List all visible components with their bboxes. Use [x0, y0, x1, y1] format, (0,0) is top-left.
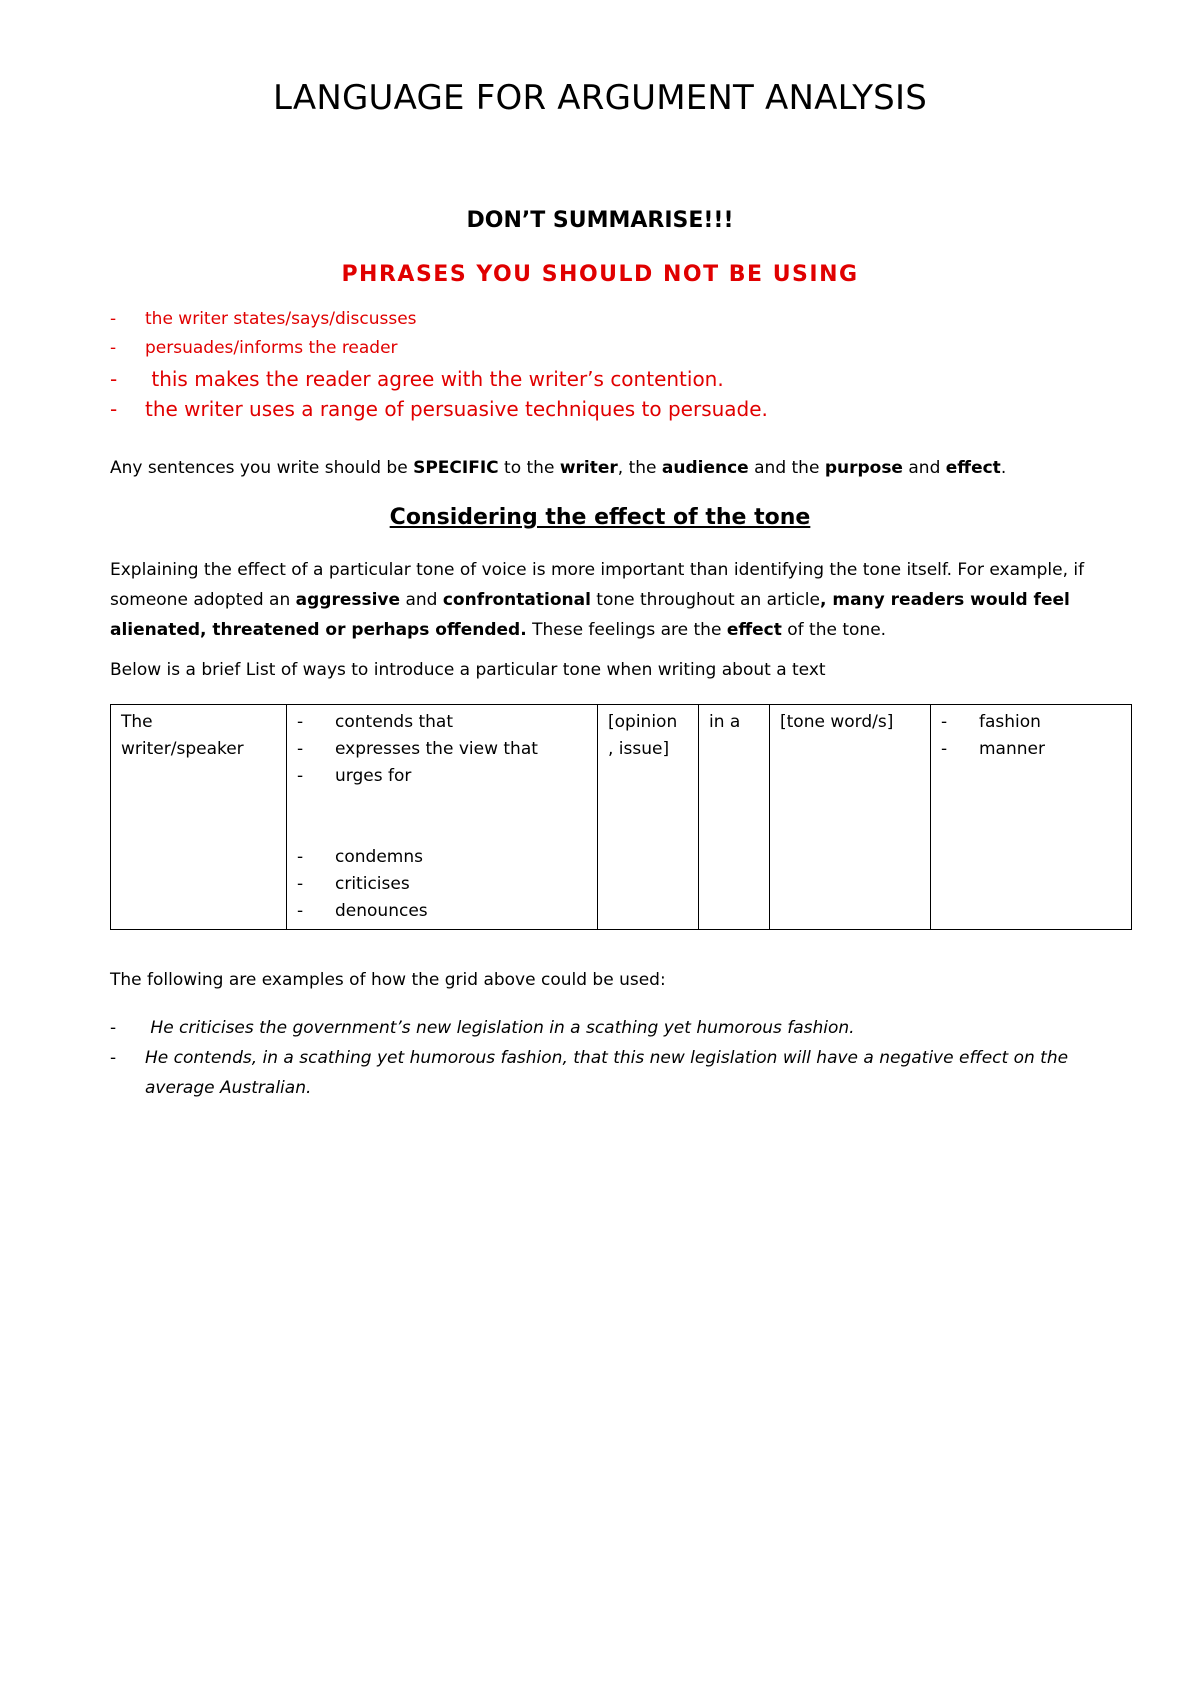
section-heading: Considering the effect of the tone — [389, 505, 811, 530]
fashion-list — [941, 709, 1121, 763]
list-item: - persuades/informs the reader — [110, 338, 398, 358]
bad-phrases-list — [110, 309, 768, 427]
document-title: LANGUAGE FOR ARGUMENT ANALYSIS — [273, 78, 927, 118]
list-item: - this makes the reader agree with the writer’s contention. — [110, 367, 724, 391]
list-item: - criticises — [297, 874, 410, 894]
verb-list — [297, 709, 587, 925]
warning-heading: DON’T SUMMARISE!!! — [466, 208, 734, 233]
tone-paragraph: Explaining the effect of a particular tone of voice is more important than identifying the tone itself. For example, if someone adopted an aggressive and confrontational tone throughout an article, many readers would feel alienated, threatened or perhaps offended. These feelings are the effect of the tone. — [110, 560, 1085, 640]
list-item: - He criticises the government’s new legislation in a scathing yet humorous fashion. — [110, 1018, 855, 1038]
grid-cell-verbs — [287, 705, 598, 930]
list-item: - expresses the view that — [297, 739, 538, 759]
list-item: - He contends, in a scathing yet humorous fashion, that this new legislation will have a negative effect on the average Australian. — [110, 1048, 1069, 1098]
list-item: - manner — [941, 739, 1045, 759]
phrases-heading: PHRASES YOU SHOULD NOT BE USING — [341, 262, 859, 287]
list-item: - the writer uses a range of persuasive techniques to persuade. — [110, 397, 768, 421]
grid-cell-tone-word: [tone word/s] — [770, 705, 931, 930]
list-item: - denounces — [297, 901, 428, 921]
tone-grid-table — [110, 704, 1132, 930]
list-item: - the writer states/says/discusses — [110, 309, 417, 329]
grid-cell-in-a: in a — [699, 705, 770, 930]
examples-list — [110, 1013, 1130, 1103]
list-item: - urges for — [297, 766, 412, 786]
list-item: - fashion — [941, 712, 1041, 732]
specific-sentence: Any sentences you write should be SPECIFIC to the writer, the audience and the purpose and effect. — [110, 458, 1007, 478]
grid-cell-subject: The writer/speaker — [111, 705, 287, 930]
table-row — [111, 705, 1132, 930]
list-item: - contends that — [297, 712, 453, 732]
grid-cell-opinion: [opinion , issue] — [598, 705, 699, 930]
list-item: - condemns — [297, 847, 423, 867]
grid-cell-fashion — [931, 705, 1132, 930]
below-text: Below is a brief List of ways to introduce a particular tone when writing about a text — [110, 660, 826, 680]
following-text: The following are examples of how the grid above could be used: — [110, 970, 666, 990]
